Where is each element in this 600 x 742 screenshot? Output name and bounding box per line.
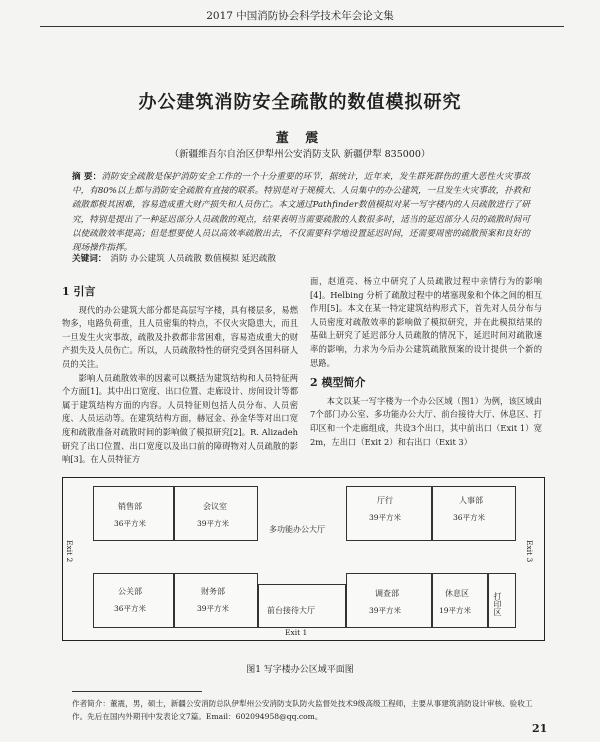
room-rest xyxy=(432,573,488,628)
room-sales-area: 36平方米 xyxy=(114,519,147,528)
room-meeting xyxy=(174,486,258,541)
room-finance-area: 39平方米 xyxy=(197,604,230,613)
right-paragraph-1: 面，赵道亮、杨立中研究了人员疏散过程中亲情行为的影响[4]。Helbing 分析了疏散过程中的堵塞现象和个体之间的相互作用[5]。本文在某一特定建筑结构形式下，首先对人员分布与人员密度对疏散效率的影响做了模拟研究，并在此模拟结果的基础上研究了延迟部分人员疏散的情况下，延迟时间对疏散速率的影响，力求为今后办公建筑疏散预案的设计提供一个新的思路。 xyxy=(310,276,542,368)
room-sales xyxy=(93,486,174,541)
header-rule xyxy=(40,26,564,27)
room-pr-area: 36平方米 xyxy=(114,604,147,613)
room-meeting-area: 39平方米 xyxy=(197,519,230,528)
author-name: 董 震 xyxy=(275,131,325,146)
running-header: 2017 中国消防协会科学技术年会论文集 xyxy=(206,10,394,22)
section1-heading: 1 引言 xyxy=(62,285,96,298)
abstract xyxy=(72,170,530,255)
right-column xyxy=(310,275,542,449)
section2-heading: 2 模型简介 xyxy=(310,376,366,390)
section1-paragraph-2: 影响人员疏散效率的因素可以概括为建筑结构和人员特征两个方面[1]。其中出口宽度、出口位置、走廊设计、房间设计等都属于建筑结构方面的内容。人员特征则包括人员分布、人员密度、人员运动等。在建筑结构方面，赫冠金、孙金华等对出口宽度和疏散准备对疏散时间的影响做了模拟研究[2]。R. Alizadeh 研究了出口位置、出口宽度以及出口前的障碍物对人员疏散的影响[3]。在人员特征方 xyxy=(62,372,298,465)
room-hr-name: 人事部 xyxy=(459,496,483,505)
keywords-text: 消防 办公建筑 人员疏散 数值模拟 延迟疏散 xyxy=(110,254,277,264)
left-column xyxy=(62,285,298,467)
room-meeting-name: 会议室 xyxy=(203,502,227,511)
floor-plan-figure xyxy=(62,477,545,641)
room-rest-area: 19平方米 xyxy=(439,606,472,615)
keywords-label: 关键词： xyxy=(72,254,107,264)
room-sales-name: 销售部 xyxy=(118,502,142,511)
room-pr xyxy=(93,573,174,628)
room-hr xyxy=(432,486,516,541)
room-hr-area: 36平方米 xyxy=(453,513,486,522)
keywords xyxy=(72,252,530,264)
abstract-label: 摘 要： xyxy=(72,172,102,182)
figure-caption: 图1 写字楼办公区域平面图 xyxy=(246,665,354,675)
reception-label: 前台接待大厅 xyxy=(267,606,315,615)
author-footnote: 作者简介：董震，男，硕士，新疆公安消防总队伊犁州公安消防支队防火监督处技术9级高级工程师，主要从事建筑消防设计审核、验收工作。先后在国内外期刊中发表论文7篇。Email：602094958@qq.com。 xyxy=(72,699,533,721)
hall-label: 多功能办公大厅 xyxy=(269,525,325,534)
room-rest-name: 休息区 xyxy=(445,589,469,598)
section2-paragraph: 本文以某一写字楼为一个办公区域（图1）为例，该区域由7个部门办公室、多功能办公大厅、前台接待大厅、休息区、打印区和一个走廊组成，共设3个出口，其中前出口（Exit 1）宽2m，左出口（Exit 2）和右出口（Exit 3） xyxy=(310,395,542,447)
room-office-dept-name: 厅行 xyxy=(377,496,393,505)
exit3-label: Exit 3 xyxy=(525,540,534,563)
abstract-text: 消防安全疏散是保护消防安全工作的一个十分重要的环节，据统计，近年来，发生群死群伤的重大恶性火灾事故中，有80%以上都与消防安全疏散有直接的联系。特别是对于规模大、人员集中的办公建筑，一旦发生火灾事故，扑救和疏散都极其困难，容易造成重大财产损失和人员伤亡。本文通过Pathfinder数值模拟对某一写字楼内的人员疏散进行了研究，特别是提出了一种延迟部分人员疏散的观点，结果表明当需要疏散的人数很多时，适当的延迟部分人员的疏散时间可以使疏散效率提高；但是想要使人员以高效率疏散出去，不仅需要科学地设置延迟时间，还需要周密的疏散预案和良好的现场操作指挥。 xyxy=(72,172,530,254)
page-number: 21 xyxy=(532,722,548,735)
print-label: 打印区 xyxy=(493,592,502,616)
print-area xyxy=(488,573,516,628)
room-research-name: 调查部 xyxy=(375,589,399,598)
room-pr-name: 公关部 xyxy=(118,587,142,596)
room-office-dept-area: 39平方米 xyxy=(369,513,402,522)
author-affiliation: （新疆维吾尔自治区伊犁州公安消防支队 新疆伊犁 835000） xyxy=(169,149,431,160)
exit2-label: Exit 2 xyxy=(65,540,74,563)
room-finance-name: 财务部 xyxy=(201,587,225,596)
exit1-label: Exit 1 xyxy=(285,628,308,637)
room-office-dept xyxy=(346,486,432,541)
room-research xyxy=(346,573,432,628)
reception-hall xyxy=(258,584,346,628)
room-research-area: 39平方米 xyxy=(369,606,402,615)
paper-title: 办公建筑消防安全疏散的数值模拟研究 xyxy=(138,92,462,113)
section1-paragraph-1: 现代的办公建筑大部分都是高层写字楼，具有楼层多，易燃物多，电路负荷重，且人员密集的特点，不仅火灾隐患大，而且一旦发生火灾事故，疏散及扑救都非常困难，容易造成重大的财产损失及人员伤亡。所以，人员疏散特性的研究受到各国科研人员的关注。 xyxy=(62,304,298,369)
room-finance xyxy=(174,573,258,628)
footnote-rule xyxy=(72,691,202,692)
